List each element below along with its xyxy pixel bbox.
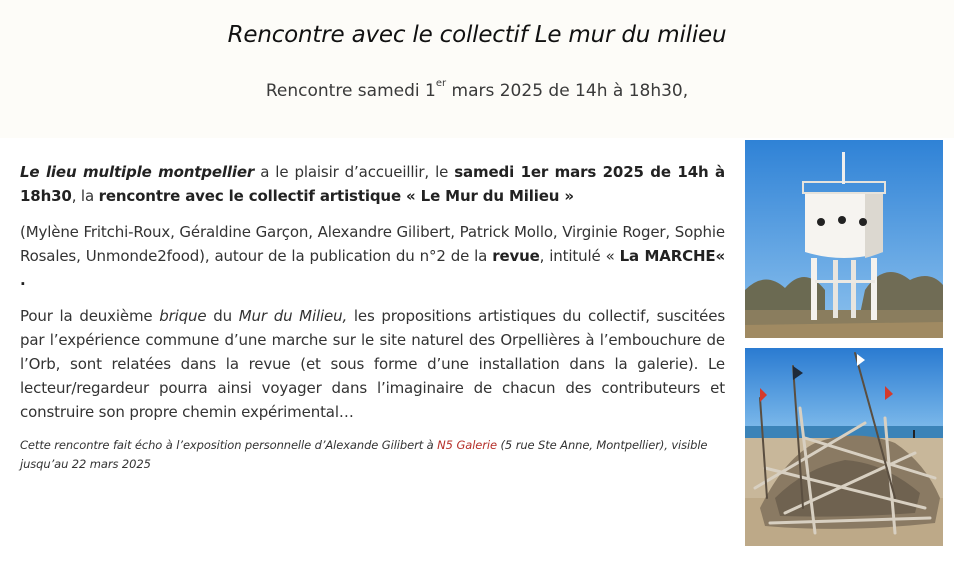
event-date: samedi 1er mars 2025 de 14h à 18h30 bbox=[20, 163, 725, 205]
driftwood-installation-photo bbox=[745, 348, 943, 546]
intro-paragraph bbox=[20, 160, 725, 208]
exhibition-note bbox=[20, 436, 725, 474]
subtitle-start: Rencontre samedi 1 bbox=[265, 81, 436, 101]
subtitle-end: mars 2025 de 14h à 18h30, bbox=[446, 81, 689, 101]
event-name: rencontre avec le collectif artistique « Le Mur du Milieu » bbox=[98, 187, 574, 205]
participants-text-2: , intitulé « bbox=[539, 247, 620, 265]
publication-title-end: « . bbox=[20, 247, 725, 289]
note-text-1: Cette rencontre fait écho à l’exposition personnelle d’Alexande Gilibert à bbox=[20, 438, 438, 452]
collective-name: Mur du Milieu, bbox=[238, 307, 348, 325]
participants-paragraph bbox=[20, 220, 725, 292]
note-text-2: (5 rue Ste Anne, Montpellier), visible jusqu’au 22 mars 2025 bbox=[20, 438, 708, 471]
subtitle-ordinal: er bbox=[435, 78, 447, 89]
header-band bbox=[0, 0, 954, 138]
water-tower-photo bbox=[745, 140, 943, 338]
desc-text-2: du bbox=[206, 307, 239, 325]
desc-text-3: les propositions artistiques du collectif, suscitées par l’expérience commune d’une marche sur le site naturel des Orpellières à l’embouchure de l’Orb, sont relatées dans la revue (et sous forme d’une installation dans la galerie). Le lecteur/regardeur pourra ainsi voyager dans l’imaginaire de chacun des contributeurs et construire son propre chemin expérimental… bbox=[20, 307, 726, 421]
n5-galerie-link[interactable]: N5 Galerie bbox=[437, 438, 497, 452]
publication-title: La MARCHE bbox=[619, 247, 716, 265]
description-paragraph bbox=[20, 304, 725, 424]
desc-text-1: Pour la deuxième bbox=[20, 307, 160, 325]
event-subtitle bbox=[0, 78, 954, 101]
article-body bbox=[20, 160, 725, 486]
revue-word: revue bbox=[492, 247, 540, 265]
venue-name: Le lieu multiple montpellier bbox=[20, 163, 255, 181]
intro-text: a le plaisir d’accueillir, le bbox=[254, 163, 455, 181]
page-title: Rencontre avec le collectif Le mur du milieu bbox=[227, 22, 727, 48]
intro-text-2: , la bbox=[71, 187, 99, 205]
brique-word: brique bbox=[159, 307, 207, 325]
participants-text: (Mylène Fritchi-Roux, Géraldine Garçon, Alexandre Gilibert, Patrick Mollo, Virginie Roger, Sophie Rosales, Unmonde2food), autour de la publication du n°2 de la bbox=[20, 223, 725, 265]
